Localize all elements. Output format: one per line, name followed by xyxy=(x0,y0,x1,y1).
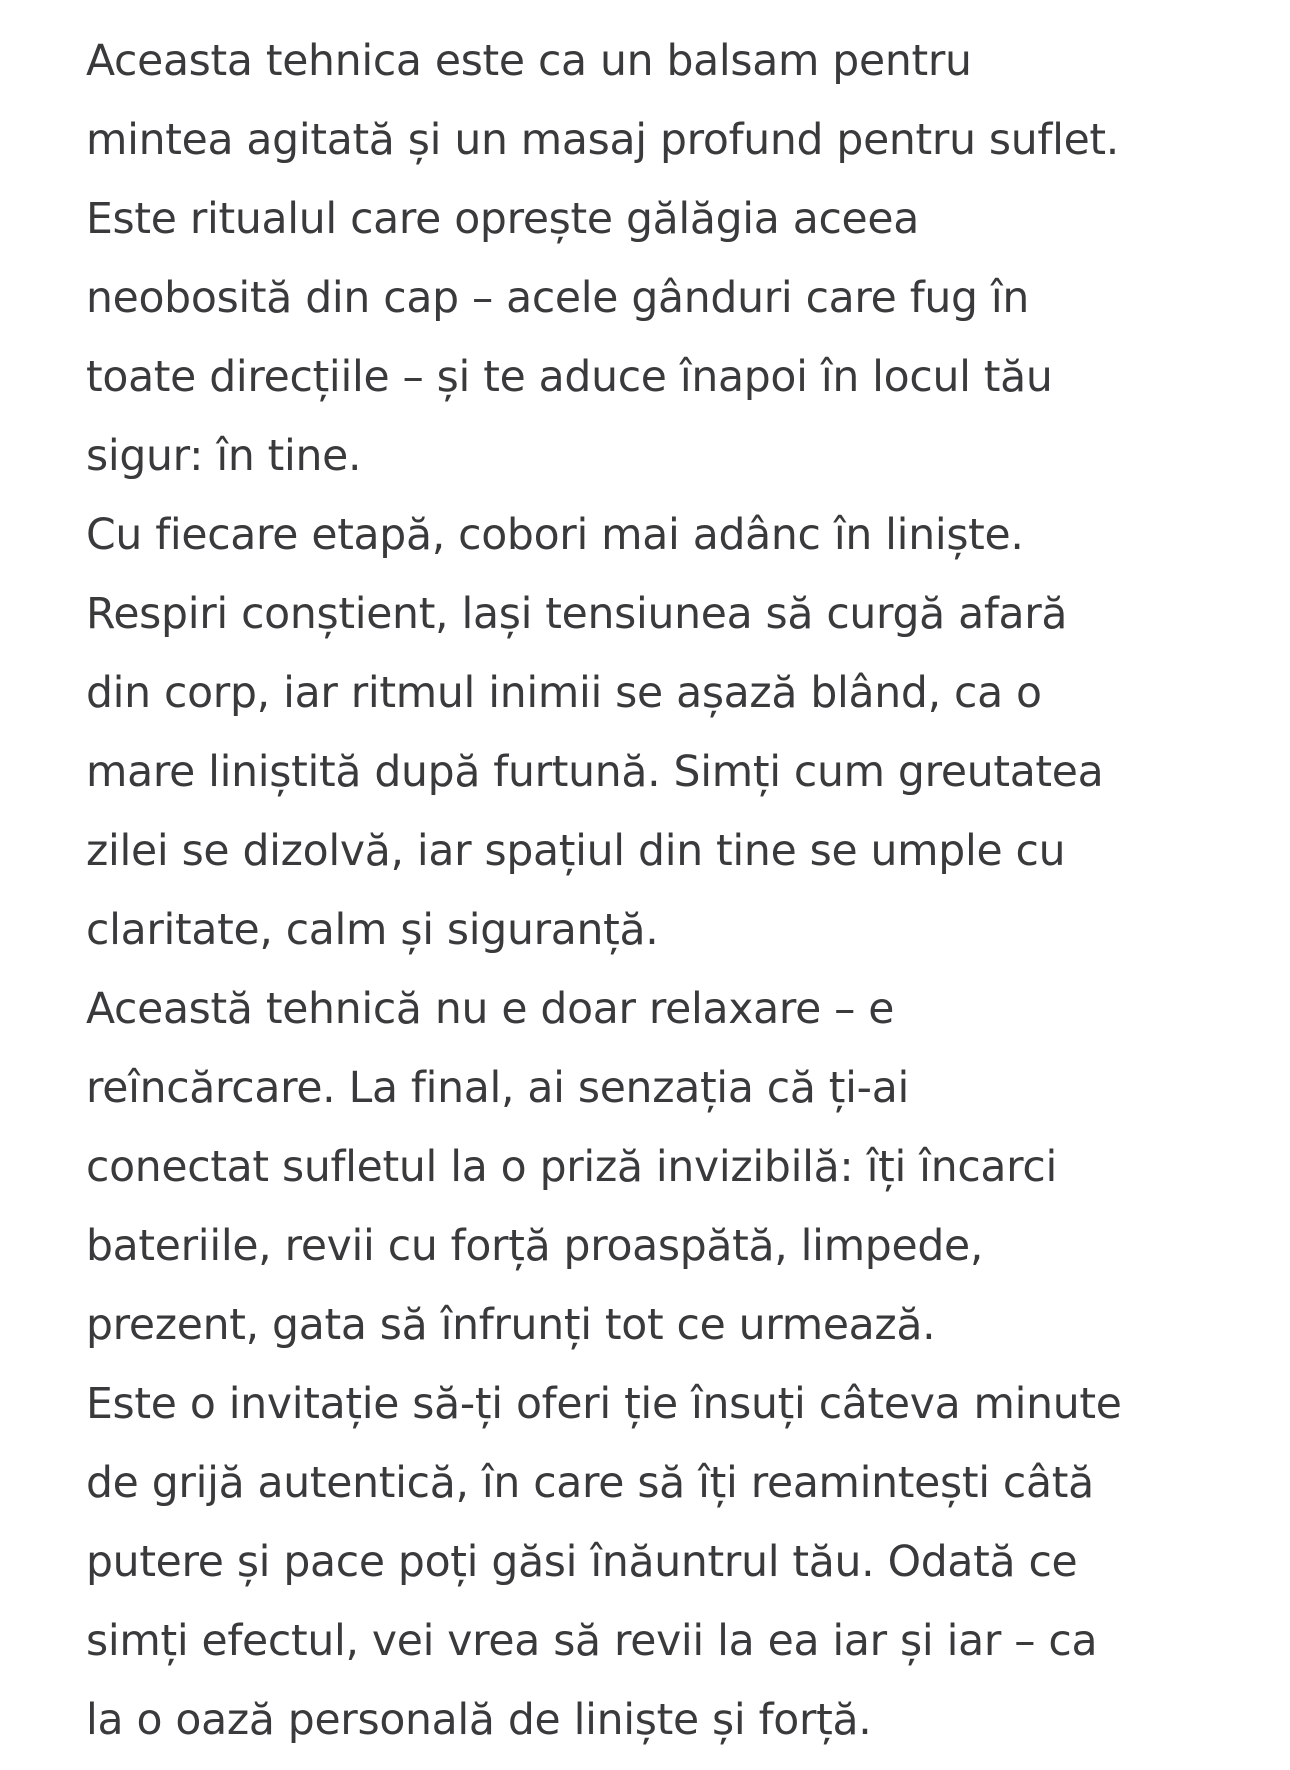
text-line: putere și pace poți găsi înăuntrul tău. Odată ce xyxy=(86,1538,1078,1587)
body-text xyxy=(86,22,1276,1760)
text-line: de grijă autentică, în care să îți reamintești câtă xyxy=(86,1459,1094,1508)
text-line: prezent, gata să înfrunți tot ce urmează. xyxy=(86,1301,936,1350)
text-line: mintea agitată și un masaj profund pentru suflet. xyxy=(86,116,1120,165)
text-line: Este o invitație să-ți oferi ție însuți câteva minute xyxy=(86,1380,1122,1429)
text-line: reîncărcare. La final, ai senzația că ți-ai xyxy=(86,1064,909,1113)
text-line: zilei se dizolvă, iar spațiul din tine se umple cu xyxy=(86,827,1066,876)
text-line: din corp, iar ritmul inimii se așază blând, ca o xyxy=(86,669,1042,718)
text-line: sigur: în tine. xyxy=(86,432,362,481)
text-line: neobosită din cap – acele gânduri care fug în xyxy=(86,274,1030,323)
text-line: Respiri conștient, lași tensiunea să curgă afară xyxy=(86,590,1068,639)
text-line: simți efectul, vei vrea să revii la ea iar și iar – ca xyxy=(86,1617,1098,1666)
text-line: Este ritualul care oprește gălăgia aceea xyxy=(86,195,919,244)
text-line: conectat sufletul la o priză invizibilă: îți încarci xyxy=(86,1143,1057,1192)
text-line: mare liniștită după furtună. Simți cum greutatea xyxy=(86,748,1104,797)
text-line: la o oază personală de liniște și forță. xyxy=(86,1696,872,1745)
text-line: claritate, calm și siguranță. xyxy=(86,906,659,955)
text-line: toate direcțiile – și te aduce înapoi în locul tău xyxy=(86,353,1053,402)
text-line: Această tehnică nu e doar relaxare – e xyxy=(86,985,895,1034)
text-line: bateriile, revii cu forță proaspătă, limpede, xyxy=(86,1222,984,1271)
text-line: Cu fiecare etapă, cobori mai adânc în liniște. xyxy=(86,511,1024,560)
text-line: Aceasta tehnica este ca un balsam pentru xyxy=(86,37,972,86)
